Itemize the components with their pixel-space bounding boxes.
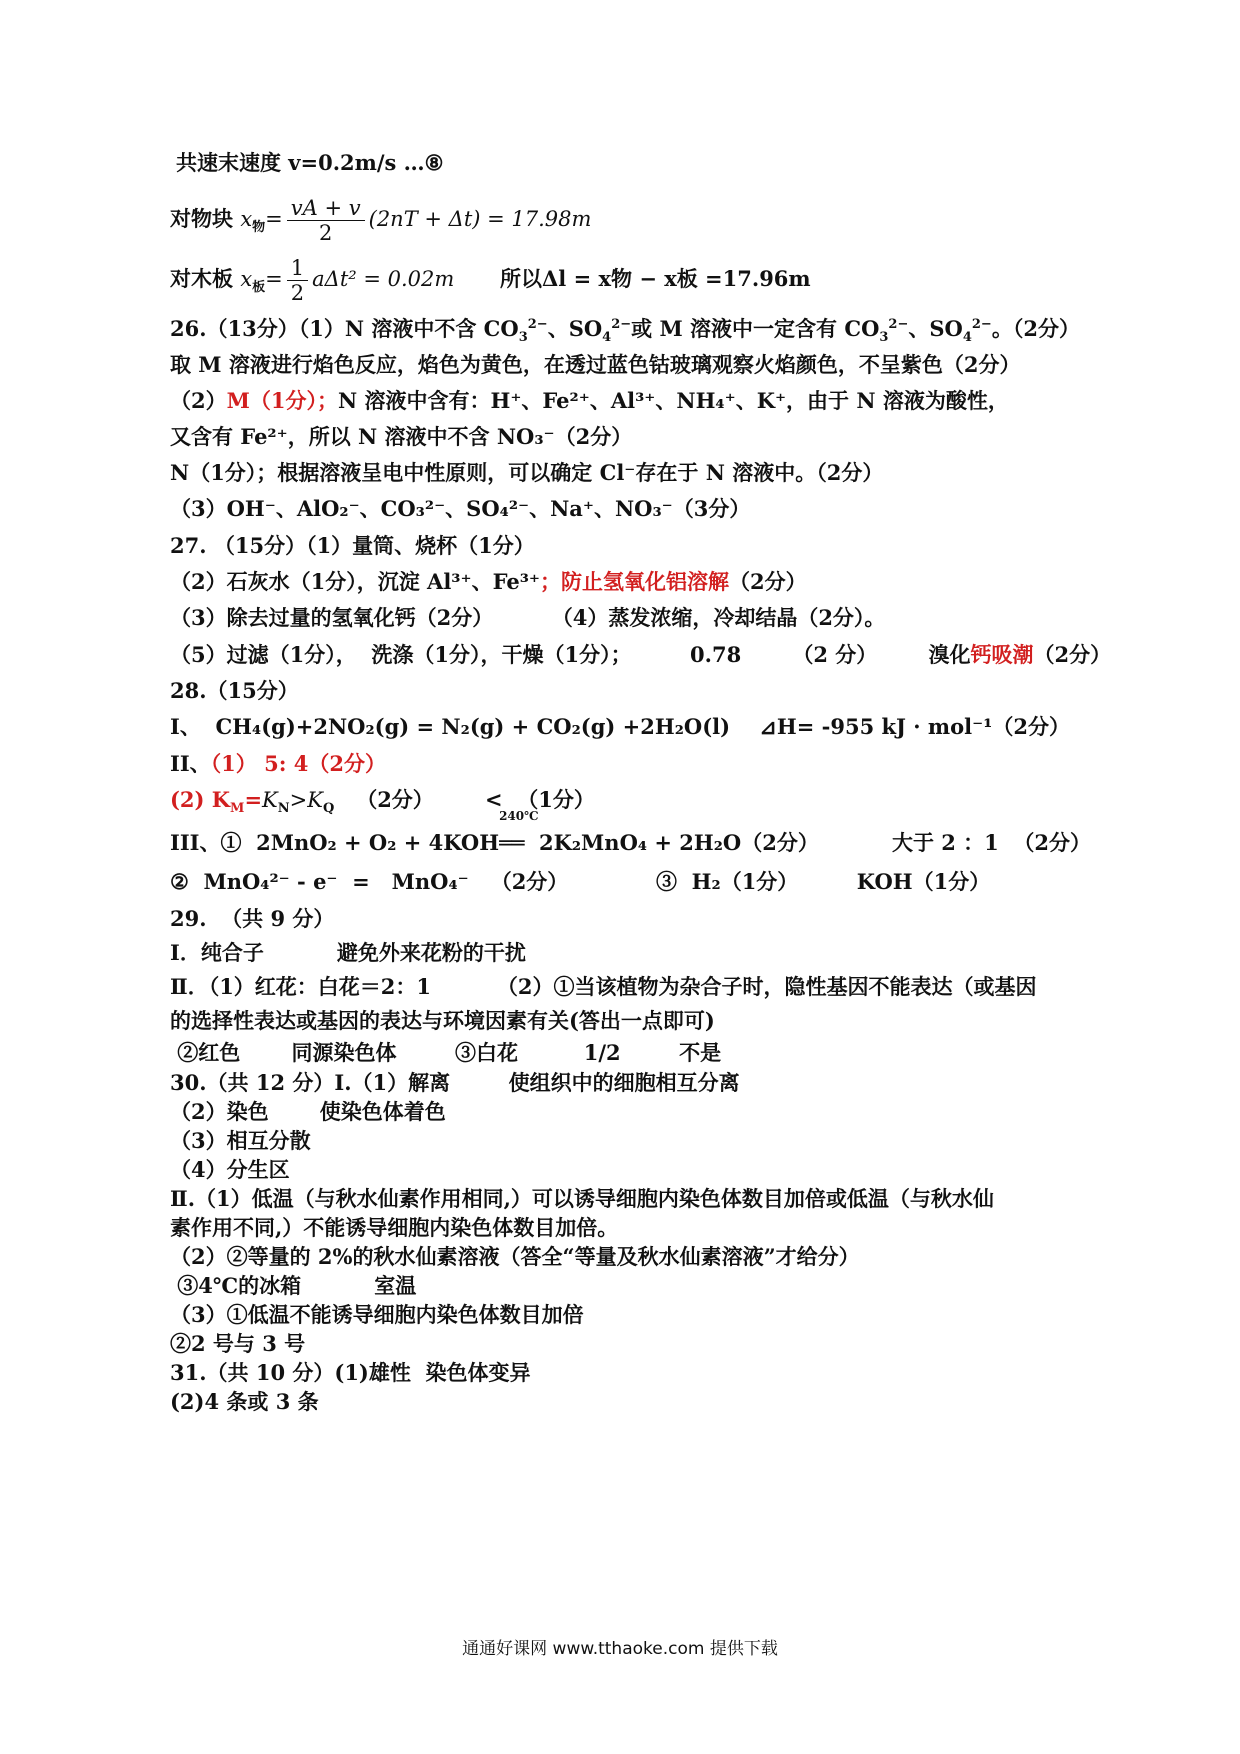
- red-answer: 钙吸潮: [970, 642, 1034, 667]
- q30-line-10: ②2 号与 3 号: [170, 1331, 306, 1356]
- line-block-displacement: 对物块 $x_物=$ $\frac{vA + v}{2}$ (2nT + Δt) = 17.98m: [170, 196, 592, 245]
- red-answer: M（1分）；: [226, 388, 338, 413]
- q27-line-1: 27. （15分）（1）量筒、烧杯（1分）: [170, 533, 535, 558]
- q30-line-7: （2）②等量的 2%的秋水仙素溶液（答全“等量及秋水仙素溶液”才给分）: [170, 1244, 860, 1269]
- q30-line-9: （3）①低温不能诱导细胞内染色体数目加倍: [170, 1302, 584, 1327]
- q26-line-4: 又含有 Fe²⁺，所以 N 溶液中不含 NO₃⁻（2分）: [170, 424, 633, 449]
- q28-line-5: III、① 2MnO₂ + O₂ + 4KOH 240℃ ══ 2K₂MnO₄ + 2H₂O（2分） 大于 2 ：1 （2分）: [170, 809, 1092, 855]
- q29-line-1: 29. （共 9 分）: [170, 906, 335, 931]
- q29-line-3: Ⅱ．（1）红花：白花＝2：1 （2）①当该植物为杂合子时，隐性基因不能表达（或基因: [170, 974, 1037, 999]
- reaction-condition: 240℃ ══: [499, 809, 539, 855]
- q31-line-1: 31.（共 10 分）(1)雄性 染色体变异: [170, 1360, 531, 1385]
- line-velocity: 共速末速度 v=0.2m/s …⑧: [176, 150, 444, 175]
- q30-line-4: （4）分生区: [170, 1157, 290, 1182]
- q28-line-6: ② MnO₄²⁻ - e⁻ = MnO₄⁻ （2分） ③ H₂（1分） KOH（1分）: [170, 869, 991, 894]
- q31-line-2: (2)4 条或 3 条: [170, 1389, 319, 1414]
- q26-line-3: （2）M（1分）；N 溶液中含有：H⁺、Fe²⁺、Al³⁺、NH₄⁺、K⁺，由于 N 溶液为酸性，: [170, 388, 1009, 413]
- red-answer: （1） 5: 4（2分）: [210, 751, 386, 776]
- q27-line-4: （5）过滤（1分）， 洗涤（1分），干燥（1分）； 0.78 （2 分） 溴化钙吸潮（2分）: [170, 642, 1112, 667]
- q30-line-6: 素作用不同,）不能诱导细胞内染色体数目加倍。: [170, 1215, 619, 1240]
- red-answer: (2) K: [170, 787, 231, 812]
- q28-line-2: I、 CH₄(g)+2NO₂(g) = N₂(g) + CO₂(g) +2H₂O(l) ⊿H= -955 kJ · mol⁻¹（2分）: [170, 714, 1071, 739]
- red-answer: ；防止氢氧化铝溶解: [540, 569, 729, 594]
- q30-line-5: Ⅱ.（1）低温（与秋水仙素作用相同,）可以诱导细胞内染色体数目加倍或低温（与秋水仙: [170, 1186, 994, 1211]
- q26-line-2: 取 M 溶液进行焰色反应，焰色为黄色，在透过蓝色钴玻璃观察火焰颜色，不呈紫色（2分）: [170, 352, 1021, 377]
- q30-line-1: 30.（共 12 分）Ⅰ.（1）解离 使组织中的细胞相互分离: [170, 1070, 740, 1095]
- q28-line-4: (2) $K_M=K_N>K_Q$ （2分） < （1分）: [170, 787, 595, 817]
- q27-line-2: （2）石灰水（1分），沉淀 Al³⁺、Fe³⁺；防止氢氧化铝溶解（2分）: [170, 569, 807, 594]
- q26-line-6: （3）OH⁻、AlO₂⁻、CO₃²⁻、SO₄²⁻、Na⁺、NO₃⁻（3分）: [170, 496, 751, 521]
- q28-line-1: 28.（15分）: [170, 678, 299, 703]
- fraction: $\frac{1}{2}$: [287, 256, 308, 305]
- q26-line-5: N（1分）；根据溶液呈电中性原则，可以确定 Cl⁻存在于 N 溶液中。（2分）: [170, 460, 884, 485]
- line-board-displacement: 对木板 $x_板=$ $\frac{1}{2}$ aΔt² = 0.02m: [170, 256, 455, 305]
- q27-line-3: （3）除去过量的氢氧化钙（2分） （4）蒸发浓缩，冷却结晶（2分）。: [170, 605, 886, 630]
- q29-line-4: 的选择性表达或基因的表达与环境因素有关(答出一点即可): [170, 1008, 715, 1033]
- q30-line-3: （3）相互分散: [170, 1128, 311, 1153]
- line-delta-l: 所以Δl = x物 − x板 =17.96m: [500, 266, 811, 291]
- q28-line-3: II、（1） 5: 4（2分）: [170, 751, 386, 776]
- q26-line-1: 26.（13分）（1）N 溶液中不含 $CO_3^{2-}$、$SO_4^{2-}$或 M 溶液中一定含有 $CO_3^{2-}$、$SO_4^{2-}$。（2分）: [170, 316, 1080, 346]
- q30-line-2: （2）染色 使染色体着色: [170, 1099, 446, 1124]
- page-footer: 通通好课网 www.tthaoke.com 提供下载: [462, 1639, 778, 1659]
- q30-line-8: ③4℃的冰箱 室温: [170, 1273, 417, 1298]
- q29-line-5: ②红色 同源染色体 ③白花 1/2 不是: [170, 1040, 722, 1065]
- q29-line-2: Ⅰ．纯合子 避免外来花粉的干扰: [170, 940, 526, 965]
- fraction: $\frac{vA + v}{2}$: [287, 196, 365, 245]
